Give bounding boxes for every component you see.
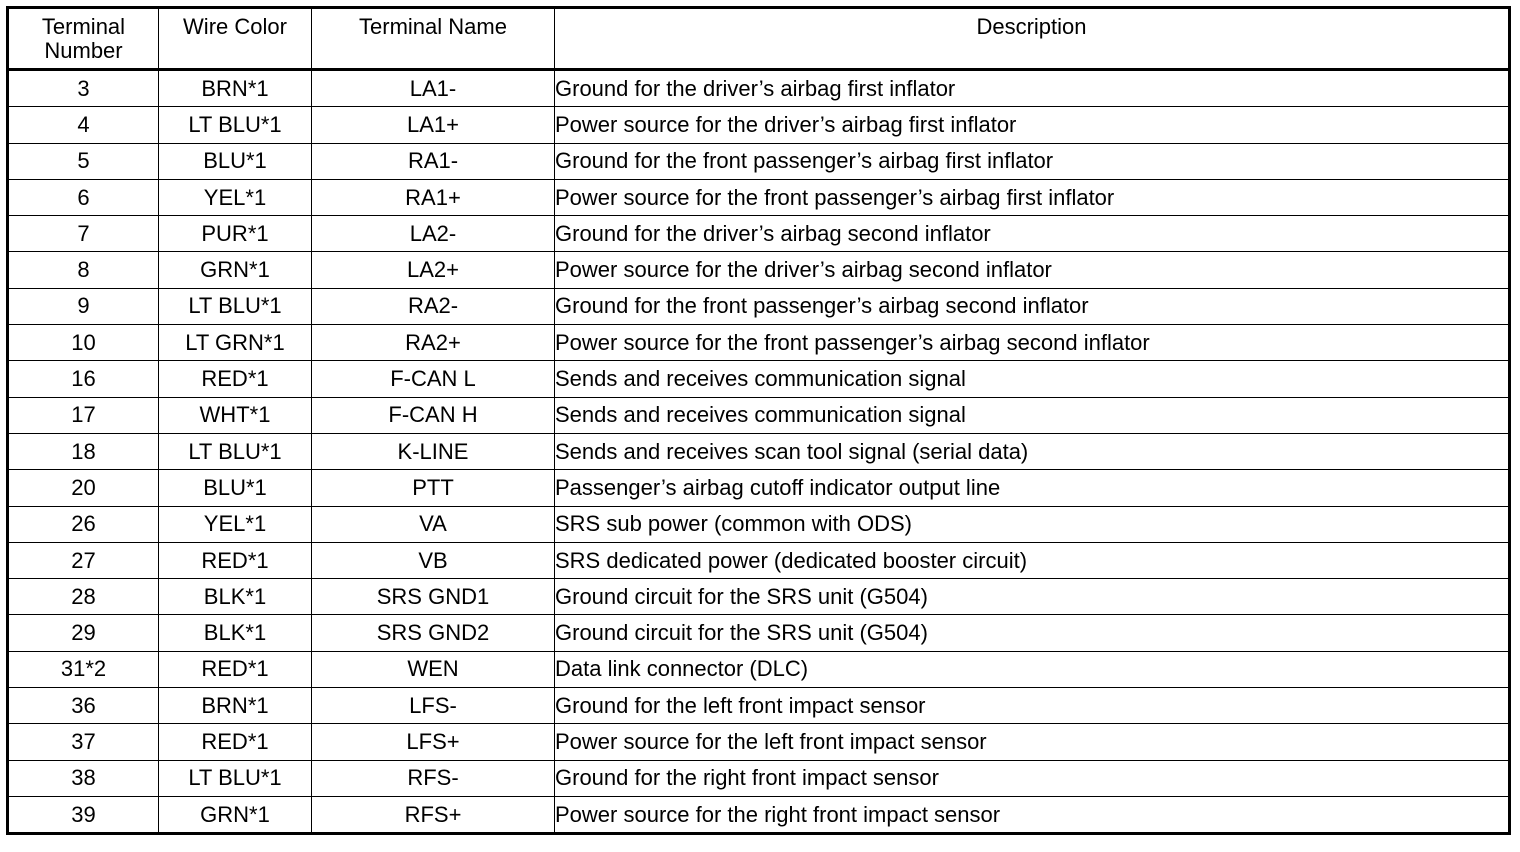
header-description: Description [555, 8, 1510, 70]
cell-wire-color: BRN*1 [159, 688, 312, 724]
cell-terminal-number: 8 [8, 252, 159, 288]
table-row [8, 760, 1510, 796]
cell-terminal-name: RFS- [312, 760, 555, 796]
cell-wire-color: GRN*1 [159, 796, 312, 833]
table-row [8, 651, 1510, 687]
cell-terminal-number: 28 [8, 579, 159, 615]
cell-description: Passenger’s airbag cutoff indicator output line [555, 470, 1510, 506]
cell-wire-color: LT BLU*1 [159, 288, 312, 324]
cell-terminal-name: LA2- [312, 216, 555, 252]
cell-terminal-number: 26 [8, 506, 159, 542]
cell-description: Sends and receives scan tool signal (serial data) [555, 433, 1510, 469]
cell-terminal-name: LA1+ [312, 107, 555, 143]
cell-terminal-name: WEN [312, 651, 555, 687]
table-row [8, 107, 1510, 143]
cell-wire-color: BLU*1 [159, 143, 312, 179]
cell-terminal-name: F-CAN L [312, 361, 555, 397]
cell-terminal-number: 6 [8, 179, 159, 215]
cell-terminal-number: 3 [8, 70, 159, 107]
cell-description: Sends and receives communication signal [555, 361, 1510, 397]
cell-wire-color: BRN*1 [159, 70, 312, 107]
cell-description: SRS dedicated power (dedicated booster circuit) [555, 542, 1510, 578]
table-row [8, 724, 1510, 760]
cell-wire-color: YEL*1 [159, 506, 312, 542]
cell-terminal-name: RA2- [312, 288, 555, 324]
cell-wire-color: RED*1 [159, 724, 312, 760]
cell-terminal-number: 29 [8, 615, 159, 651]
header-wire-color: Wire Color [159, 8, 312, 70]
cell-terminal-name: SRS GND2 [312, 615, 555, 651]
cell-terminal-number: 20 [8, 470, 159, 506]
cell-description: Sends and receives communication signal [555, 397, 1510, 433]
cell-description: Power source for the front passenger’s airbag second inflator [555, 325, 1510, 361]
table-row [8, 542, 1510, 578]
cell-terminal-number: 37 [8, 724, 159, 760]
cell-wire-color: LT BLU*1 [159, 107, 312, 143]
cell-wire-color: GRN*1 [159, 252, 312, 288]
table-header [8, 8, 1510, 70]
cell-terminal-number: 5 [8, 143, 159, 179]
cell-terminal-number: 38 [8, 760, 159, 796]
cell-description: Power source for the front passenger’s airbag first inflator [555, 179, 1510, 215]
cell-terminal-number: 31*2 [8, 651, 159, 687]
cell-description: Power source for the left front impact sensor [555, 724, 1510, 760]
table-row [8, 433, 1510, 469]
cell-description: Power source for the right front impact sensor [555, 796, 1510, 833]
header-terminal-name: Terminal Name [312, 8, 555, 70]
table-row [8, 252, 1510, 288]
cell-terminal-name: LFS+ [312, 724, 555, 760]
cell-terminal-number: 27 [8, 542, 159, 578]
cell-wire-color: BLK*1 [159, 579, 312, 615]
cell-terminal-name: SRS GND1 [312, 579, 555, 615]
cell-wire-color: RED*1 [159, 651, 312, 687]
cell-terminal-number: 39 [8, 796, 159, 833]
table-row [8, 688, 1510, 724]
cell-description: Power source for the driver’s airbag second inflator [555, 252, 1510, 288]
cell-terminal-name: K-LINE [312, 433, 555, 469]
table-row [8, 579, 1510, 615]
cell-wire-color: LT BLU*1 [159, 433, 312, 469]
table-row [8, 70, 1510, 107]
table-row [8, 288, 1510, 324]
cell-terminal-number: 17 [8, 397, 159, 433]
cell-terminal-name: RA1- [312, 143, 555, 179]
cell-terminal-name: LA2+ [312, 252, 555, 288]
cell-terminal-number: 18 [8, 433, 159, 469]
cell-wire-color: YEL*1 [159, 179, 312, 215]
cell-terminal-number: 36 [8, 688, 159, 724]
table-row [8, 615, 1510, 651]
table-body [8, 70, 1510, 834]
cell-wire-color: LT GRN*1 [159, 325, 312, 361]
cell-terminal-name: F-CAN H [312, 397, 555, 433]
cell-description: Data link connector (DLC) [555, 651, 1510, 687]
cell-description: Ground for the left front impact sensor [555, 688, 1510, 724]
table-row [8, 397, 1510, 433]
cell-terminal-name: VB [312, 542, 555, 578]
cell-description: Power source for the driver’s airbag first inflator [555, 107, 1510, 143]
cell-wire-color: LT BLU*1 [159, 760, 312, 796]
cell-description: Ground for the right front impact sensor [555, 760, 1510, 796]
cell-description: Ground for the front passenger’s airbag first inflator [555, 143, 1510, 179]
table-row [8, 143, 1510, 179]
header-terminal-number: Terminal Number [8, 8, 159, 70]
cell-terminal-name: PTT [312, 470, 555, 506]
cell-description: Ground for the front passenger’s airbag second inflator [555, 288, 1510, 324]
cell-description: SRS sub power (common with ODS) [555, 506, 1510, 542]
cell-description: Ground for the driver’s airbag first inflator [555, 70, 1510, 107]
cell-wire-color: BLK*1 [159, 615, 312, 651]
cell-terminal-number: 16 [8, 361, 159, 397]
cell-terminal-name: RFS+ [312, 796, 555, 833]
header-row [8, 8, 1510, 70]
cell-description: Ground for the driver’s airbag second inflator [555, 216, 1510, 252]
cell-terminal-name: RA1+ [312, 179, 555, 215]
table-row [8, 470, 1510, 506]
cell-wire-color: RED*1 [159, 542, 312, 578]
terminal-table [6, 6, 1511, 835]
cell-description: Ground circuit for the SRS unit (G504) [555, 615, 1510, 651]
cell-wire-color: RED*1 [159, 361, 312, 397]
cell-terminal-number: 9 [8, 288, 159, 324]
cell-terminal-name: RA2+ [312, 325, 555, 361]
cell-terminal-name: LFS- [312, 688, 555, 724]
cell-terminal-number: 7 [8, 216, 159, 252]
table-row [8, 325, 1510, 361]
table-row [8, 506, 1510, 542]
table-row [8, 796, 1510, 833]
table-row [8, 216, 1510, 252]
cell-description: Ground circuit for the SRS unit (G504) [555, 579, 1510, 615]
cell-wire-color: BLU*1 [159, 470, 312, 506]
cell-wire-color: PUR*1 [159, 216, 312, 252]
table-row [8, 179, 1510, 215]
cell-wire-color: WHT*1 [159, 397, 312, 433]
cell-terminal-name: LA1- [312, 70, 555, 107]
cell-terminal-name: VA [312, 506, 555, 542]
cell-terminal-number: 10 [8, 325, 159, 361]
table-row [8, 361, 1510, 397]
cell-terminal-number: 4 [8, 107, 159, 143]
